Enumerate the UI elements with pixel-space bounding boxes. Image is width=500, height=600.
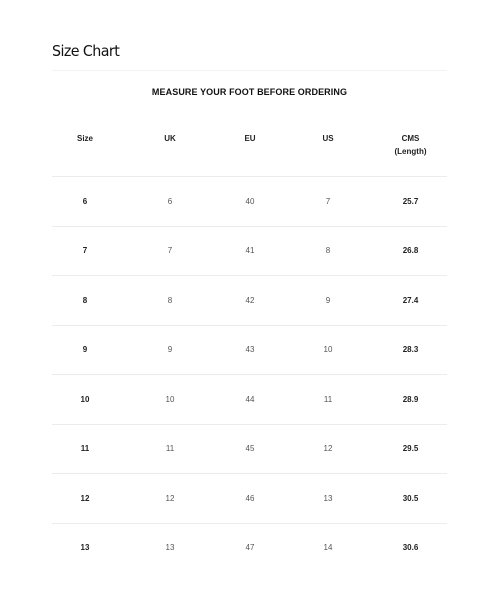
cell-us: 9 [325,295,331,305]
header-uk: UK [164,134,176,143]
page-title: Size Chart [52,42,120,60]
cell-cms: 27.4 [402,295,419,305]
cell-cms: 28.9 [402,394,419,404]
cell-cms: 28.3 [402,345,419,355]
table-row [52,523,447,573]
header-length: (Length) [394,147,427,156]
cell-us: 11 [323,394,333,404]
table-row [52,176,447,226]
divider [52,70,447,71]
cell-size: 10 [80,394,90,404]
cell-eu: 40 [245,196,255,206]
cell-cms: 29.5 [402,444,419,454]
cell-us: 10 [323,345,333,355]
cell-uk: 8 [167,295,173,305]
cell-us: 8 [325,246,331,256]
cell-eu: 42 [245,295,255,305]
cell-size: 9 [82,345,88,355]
table-row [52,473,447,523]
cell-uk: 13 [165,543,175,553]
cell-uk: 7 [167,246,173,256]
size-chart-subtitle: MEASURE YOUR FOOT BEFORE ORDERING [151,87,348,97]
header-size: Size [76,134,93,143]
cell-cms: 25.7 [402,196,419,206]
cell-size: 13 [80,543,90,553]
table-header-row [52,126,447,176]
cell-us: 14 [323,543,333,553]
header-cms: CMS [401,134,420,143]
table-row [52,275,447,325]
cell-uk: 12 [165,493,175,503]
cell-eu: 43 [245,345,255,355]
table-row [52,325,447,375]
cell-cms: 26.8 [402,246,419,256]
cell-cms: 30.5 [402,493,419,503]
cell-uk: 9 [167,345,173,355]
header-eu: EU [244,134,256,143]
cell-size: 6 [82,196,88,206]
cell-uk: 10 [165,394,175,404]
size-chart-table [52,126,447,572]
cell-cms: 30.6 [402,543,419,553]
table-row [52,226,447,276]
cell-size: 8 [82,295,88,305]
header-us: US [322,134,334,143]
cell-uk: 11 [165,444,175,454]
cell-us: 13 [323,493,333,503]
cell-us: 12 [323,444,333,454]
cell-eu: 47 [245,543,255,553]
table-row [52,424,447,474]
cell-uk: 6 [167,196,173,206]
cell-eu: 44 [245,394,255,404]
cell-eu: 46 [245,493,255,503]
cell-us: 7 [325,196,331,206]
cell-eu: 41 [245,246,255,256]
header-cms-length [374,126,447,176]
table-row [52,374,447,424]
cell-size: 12 [80,493,90,503]
cell-size: 11 [80,444,90,454]
cell-eu: 45 [245,444,255,454]
cell-size: 7 [82,246,88,256]
